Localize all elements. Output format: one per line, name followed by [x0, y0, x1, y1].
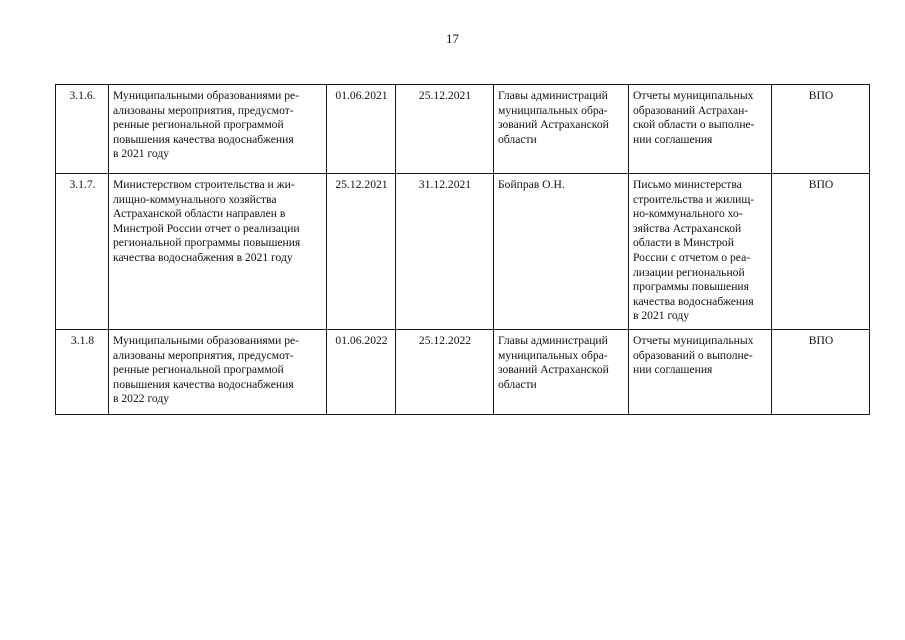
result-document: Отчеты муниципальных образований Астрахан- ской области о выполне- нии соглашения	[629, 85, 772, 174]
table-row	[56, 85, 870, 174]
activity-description: Министерством строительства и жи- лищно-коммунального хозяйства Астраханской области направлен в Минстрой России отчет о реализации региональной программы повышения качества водоснабжения в 2021 году	[109, 174, 327, 330]
result-document: Отчеты муниципальных образований о выполне- нии соглашения	[629, 330, 772, 415]
activity-description: Муниципальными образованиями ре- ализованы мероприятия, предусмот- ренные региональной программой повышения качества водоснабжения в 2021 году	[109, 85, 327, 174]
activity-description: Муниципальными образованиями ре- ализованы мероприятия, предусмот- ренные региональной программой повышения качества водоснабжения в 2022 году	[109, 330, 327, 415]
table-row	[56, 174, 870, 330]
row-number: 3.1.7.	[56, 174, 109, 330]
activity-plan-table	[55, 84, 870, 415]
code-cell: ВПО	[772, 174, 870, 330]
page-number: 17	[446, 31, 459, 46]
responsible: Главы администраций муниципальных обра- зований Астраханской области	[494, 85, 629, 174]
result-document: Письмо министерства строительства и жилищ- но-коммунального хо- зяйства Астраханской области в Минстрой России с отчетом о реа- лизации региональной программы повышения качества водоснабжения в 2021 году	[629, 174, 772, 330]
end-date: 25.12.2021	[396, 85, 494, 174]
row-number: 3.1.8	[56, 330, 109, 415]
start-date: 01.06.2021	[327, 85, 396, 174]
start-date: 25.12.2021	[327, 174, 396, 330]
end-date: 31.12.2021	[396, 174, 494, 330]
end-date: 25.12.2022	[396, 330, 494, 415]
code-cell: ВПО	[772, 85, 870, 174]
table-row	[56, 330, 870, 415]
responsible: Бойправ О.Н.	[494, 174, 629, 330]
row-number: 3.1.6.	[56, 85, 109, 174]
code-cell: ВПО	[772, 330, 870, 415]
responsible: Главы администраций муниципальных обра- зований Астраханской области	[494, 330, 629, 415]
start-date: 01.06.2022	[327, 330, 396, 415]
